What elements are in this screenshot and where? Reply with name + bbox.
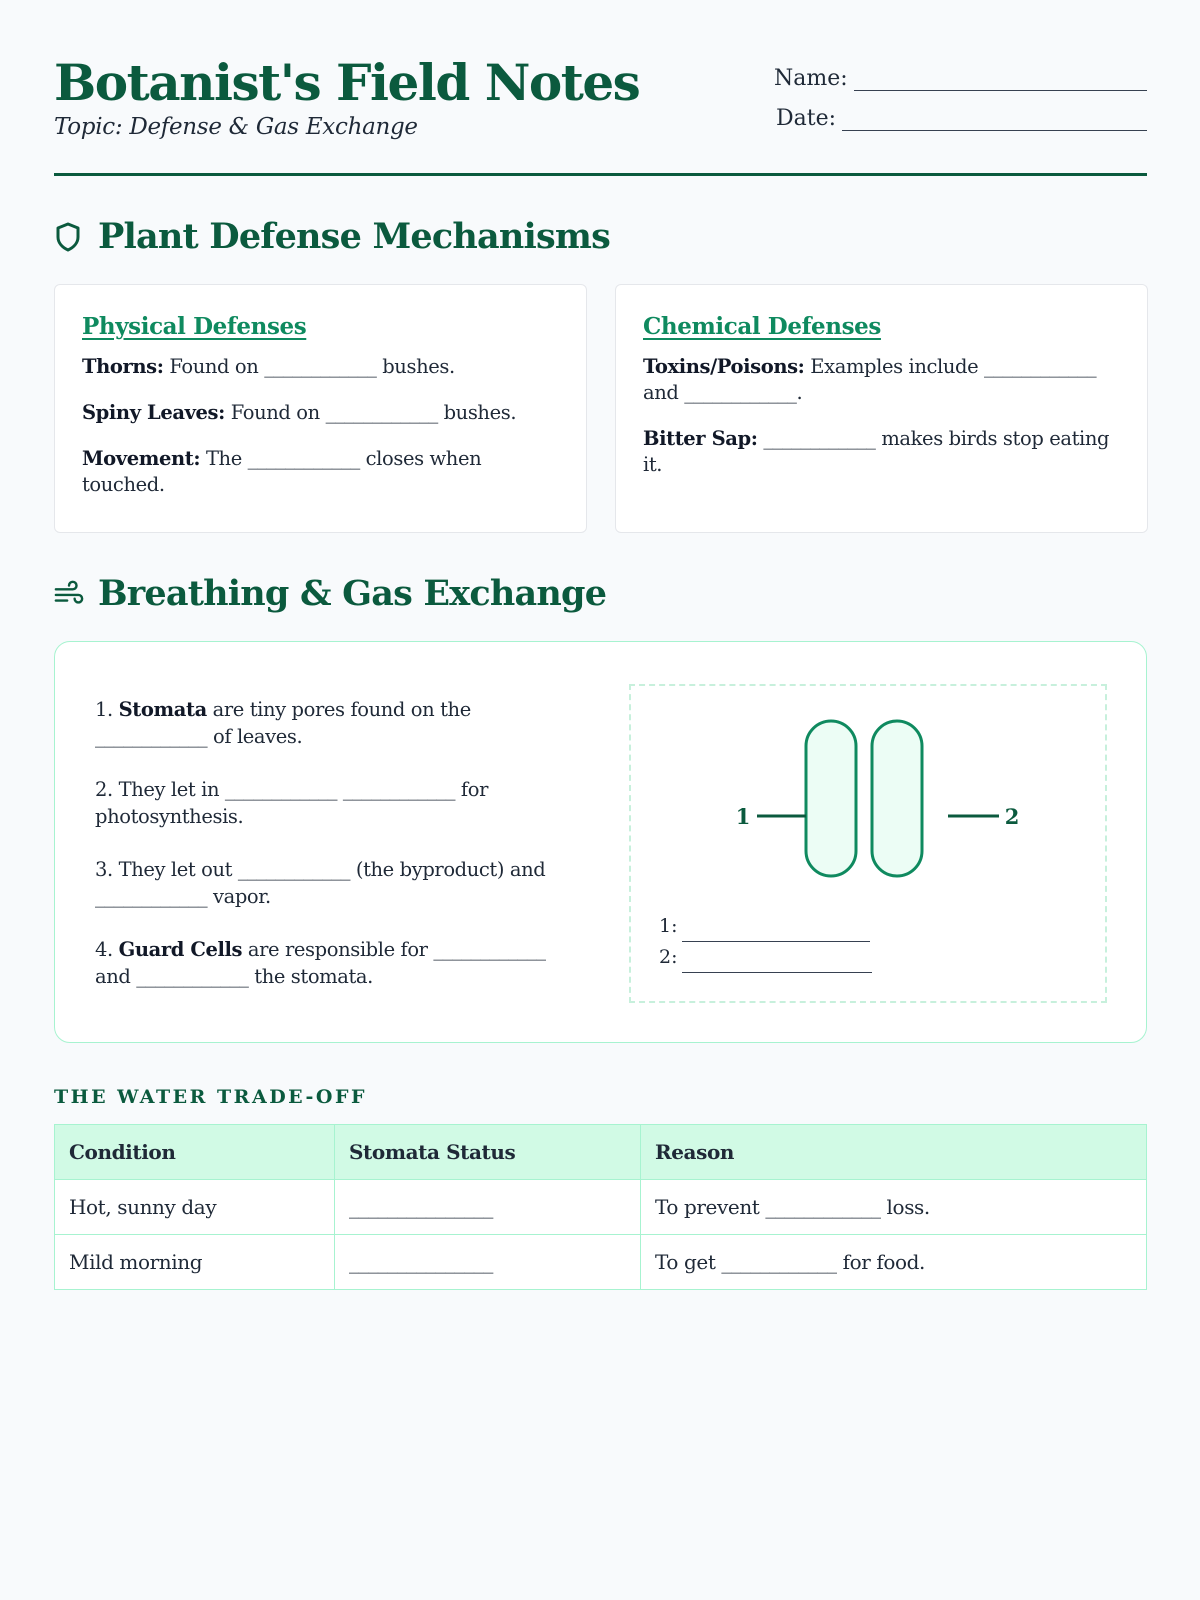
name-field[interactable] (774, 66, 1147, 91)
question-number: 2. (95, 778, 119, 801)
item-text: ____________ makes birds stop eating it. (643, 427, 1110, 476)
physical-defenses-title: Physical Defenses (82, 313, 307, 340)
chemical-item (643, 354, 1120, 406)
question-text: They let out ____________ (the byproduct) and ____________ vapor. (95, 858, 546, 908)
question-text: They let in ____________ ____________ for photosynthesis. (95, 778, 489, 828)
physical-item (82, 446, 559, 498)
question-number: 1. (95, 698, 119, 721)
condition-cell: Hot, sunny day (55, 1180, 335, 1235)
name-blank-line[interactable] (854, 73, 1147, 91)
diagram-answer-1[interactable] (659, 911, 872, 942)
item-text: Examples include ____________ and ____________. (643, 355, 1097, 404)
diagram-answer-1-line[interactable] (682, 922, 870, 942)
worksheet-header (54, 52, 1147, 176)
gas-exchange-box (54, 641, 1147, 1043)
physical-defenses-card (54, 284, 587, 533)
guard-cell-left (806, 721, 856, 876)
diagram-answer-2-line[interactable] (682, 953, 872, 973)
topic-subtitle: Topic: Defense & Gas Exchange (54, 114, 418, 140)
chemical-defenses-card (615, 284, 1148, 533)
question-item (95, 696, 565, 750)
item-label: Thorns: (82, 355, 164, 378)
physical-item (82, 354, 559, 380)
gas-heading-text: Breathing & Gas Exchange (98, 573, 607, 614)
reason-cell: To prevent ____________ loss. (641, 1180, 1147, 1235)
diagram-answer-labels (659, 911, 872, 973)
tradeoff-table (54, 1124, 1147, 1290)
item-label: Toxins/Poisons: (643, 355, 805, 378)
diagram-answer-2[interactable] (659, 942, 872, 973)
question-number: 4. (95, 938, 119, 961)
item-text: Found on ____________ bushes. (163, 355, 455, 378)
table-row (55, 1180, 1147, 1235)
date-label: Date: (776, 106, 837, 131)
condition-cell: Mild morning (55, 1235, 335, 1290)
item-label: Movement: (82, 447, 201, 470)
name-label: Name: (774, 66, 848, 91)
item-label: Bitter Sap: (643, 427, 758, 450)
column-header-stomata-status: Stomata Status (335, 1125, 641, 1180)
table-header-row (55, 1125, 1147, 1180)
stomata-status-blank[interactable]: _______________ (335, 1235, 641, 1290)
diagram-answer-2-label: 2: (659, 946, 678, 968)
item-text: The ____________ closes when touched. (82, 447, 482, 496)
column-header-reason: Reason (641, 1125, 1147, 1180)
reason-cell: To get ____________ for food. (641, 1235, 1147, 1290)
date-blank-line[interactable] (842, 113, 1147, 131)
date-field[interactable] (776, 106, 1147, 131)
question-text: are tiny pores found on the ____________ of leaves. (95, 698, 471, 748)
question-text: are responsible for ____________ and ____________ the stomata. (95, 938, 546, 988)
question-item (95, 856, 565, 910)
column-header-condition: Condition (55, 1125, 335, 1180)
chemical-item (643, 426, 1120, 478)
question-list (95, 696, 565, 1016)
guard-cell-right (872, 721, 922, 876)
defense-heading-text: Plant Defense Mechanisms (98, 216, 611, 257)
callout-number-1: 1 (735, 804, 751, 829)
item-label: Spiny Leaves: (82, 401, 225, 424)
worksheet-page (54, 0, 1147, 1600)
question-item (95, 936, 565, 990)
question-term: Stomata (118, 698, 207, 721)
gas-section-heading (54, 573, 606, 614)
stomata-status-blank[interactable]: _______________ (335, 1180, 641, 1235)
diagram-answer-1-label: 1: (659, 915, 678, 937)
tradeoff-title: THE WATER TRADE-OFF (54, 1086, 367, 1108)
question-number: 3. (95, 858, 119, 881)
chemical-defenses-title: Chemical Defenses (643, 313, 881, 340)
table-row (55, 1235, 1147, 1290)
shield-icon (54, 220, 84, 254)
item-text: Found on ____________ bushes. (224, 401, 517, 424)
wind-icon (54, 577, 84, 611)
callout-number-2: 2 (1004, 804, 1020, 829)
page-title: Botanist's Field Notes (54, 53, 640, 112)
defense-section-heading (54, 216, 610, 257)
physical-item (82, 400, 559, 426)
question-term: Guard Cells (118, 938, 243, 961)
question-item (95, 776, 565, 830)
stomata-diagram (629, 684, 1107, 1003)
